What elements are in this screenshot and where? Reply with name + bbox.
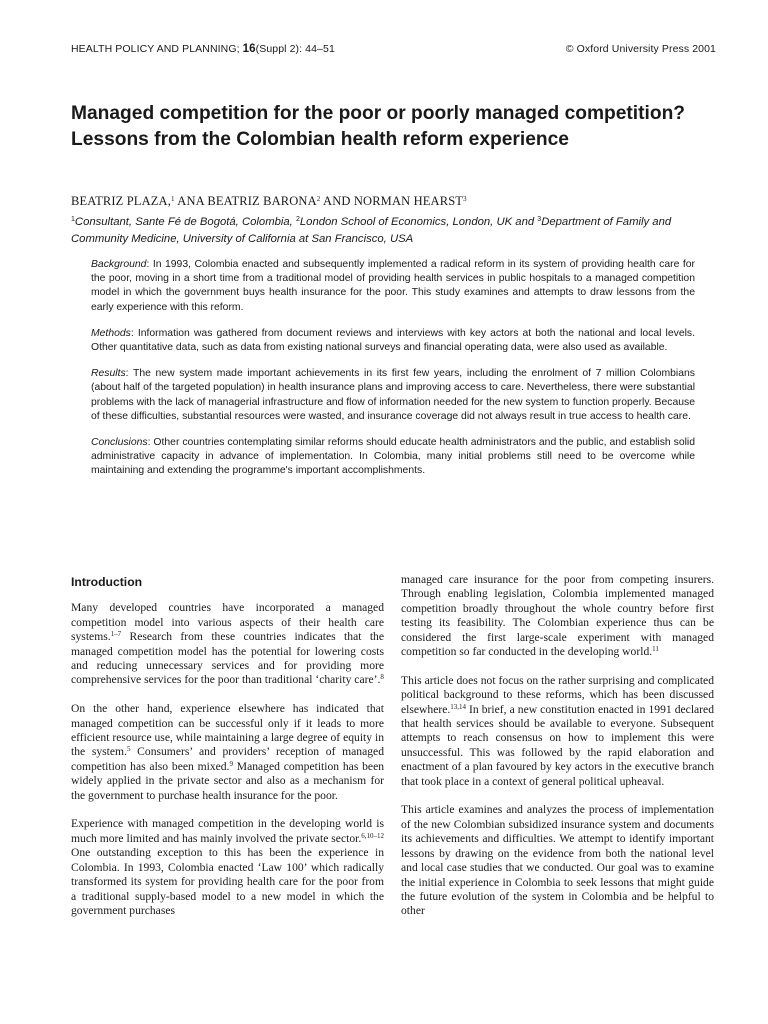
affiliation-marker: 3 — [537, 216, 542, 223]
affiliation-text: Department of Family and Community Medicine, University of California at San Francisco, USA — [71, 216, 672, 245]
author-affiliation-marker: 1 — [171, 195, 175, 203]
author-name: NORMAN HEARST — [353, 194, 464, 208]
body-paragraph — [71, 817, 384, 918]
reference-citation: 8 — [380, 673, 384, 682]
journal-volume: 16 — [242, 43, 256, 55]
reference-citation: 9 — [229, 759, 233, 768]
author-affiliation-marker: 2 — [316, 195, 321, 203]
paragraph-text: Consumers’ and providers’ reception of managed competition has also been mixed. — [71, 745, 384, 773]
journal-name: HEALTH POLICY AND PLANNING; — [71, 43, 243, 55]
paragraph-text: Managed competition has been widely applied in the private sector and also as a mechanism for the government to purchase health insurance for the poor. — [71, 759, 385, 802]
abstract — [91, 258, 695, 491]
author-name: BEATRIZ PLAZA, — [71, 194, 172, 208]
affiliation-text: Consultant, Sante Fé de Bogotá, Colombia, — [74, 216, 296, 228]
affiliations — [71, 211, 716, 248]
copyright-notice: © Oxford University Press 2001 — [565, 43, 716, 55]
abstract-methods — [91, 327, 695, 355]
journal-issue-pages: (Suppl 2): 44–51 — [255, 43, 335, 55]
abstract-section-text: : Information was gathered from document reviews and interviews with key actors at both the national and local levels. Other quantitative data, such as data from existing national surveys and financial operating data, were also used as available. — [91, 327, 695, 354]
affiliation-marker: 1 — [71, 216, 75, 223]
paragraph-text: In brief, a new constitution enacted in 1991 declared that health services should be available to everyone. Subsequent attempts to reach consensus on how to implement this were unsuccessful. This was followed by the rapid elaboration and enactment of a plan favoured by key actors in the executive branch that took place in a context of general political upheaval. — [401, 702, 714, 788]
abstract-section-text: : The new system made important achievements in its first few years, including the enrolment of 7 million Colombians (about half of the targeted population) in health insurance plans and improving access to care. Nevertheless, there were substantial problems with the lack of managerial infrastructure and flow of information needed for the new system to function properly. Because of these difficulties, substantial resources were wasted, and insurance coverage did not always result in true access to health care. — [91, 368, 695, 422]
running-header — [71, 43, 716, 55]
author-separator: AND — [320, 194, 354, 208]
article-title: Managed competition for the poor or poorly managed competition? Lessons from the Colombian health reform experience — [71, 103, 686, 150]
reference-citation: 11 — [652, 645, 659, 654]
abstract-section-label: Methods — [91, 327, 131, 339]
paragraph-text: Many developed countries have incorporated a managed competition model into various aspects of their health care systems. — [71, 601, 384, 644]
paragraph-text: Research from these countries indicates that the managed competition model has the potential for lowering costs and reducing unnecessary services and for providing more comprehensive services for the poor than traditional ‘charity care’. — [71, 630, 384, 687]
journal-citation — [71, 43, 335, 55]
abstract-section-text: : In 1993, Colombia enacted and subsequently implemented a radical reform in its system of providing health care for the poor, moving in a short time from a traditional model of providing health services in public hospitals to a managed competition model in which the government buys health insurance for the poor. This study examines and attempts to draw lessons from the early experience with this reform. — [91, 259, 695, 313]
abstract-section-text: : Other countries contemplating similar reforms should educate health administrators and the public, and establish solid administrative capacity in advance of implementation. In Colombia, many initial problems still need to be overcome while maintaining and extending the programme's important accomplishments. — [91, 437, 695, 477]
author-list — [71, 194, 711, 209]
abstract-conclusions — [91, 436, 695, 479]
right-paragraphs — [401, 573, 714, 919]
affiliation-text: London School of Economics, London, UK and — [299, 216, 538, 228]
body-paragraph — [71, 702, 384, 803]
abstract-results — [91, 367, 695, 424]
paragraph-text: On the other hand, experience elsewhere has indicated that managed competition can be successful only if it leads to more efficient resource use, while maintaining a large degree of equity in the system. — [71, 702, 384, 759]
body-column-right — [401, 573, 714, 933]
body-paragraph — [401, 803, 714, 918]
reference-citation: 5 — [126, 745, 131, 754]
author-affiliation-marker: 3 — [463, 195, 467, 203]
section-heading: Introduction — [71, 575, 143, 589]
reference-citation: 13,14 — [450, 702, 466, 711]
reference-citation: 6,10–12 — [361, 831, 384, 840]
body-paragraph — [401, 674, 714, 789]
body-paragraph — [401, 573, 714, 659]
paragraph-text: managed care insurance for the poor from competing insurers. Through enabling legislation, Colombia implemented managed competition broadly throughout the whole country before first testing its feasibility. The Colombian experience thus can be considered the first large-scale experiment with managed competition so far conducted in the developing world. — [401, 573, 714, 659]
reference-citation: 1–7 — [110, 630, 122, 639]
body-column-left — [71, 572, 384, 933]
paragraph-text: Experience with managed competition in the developing world is much more limited and has mainly involved the private sector. — [71, 817, 384, 845]
paragraph-text: This article does not focus on the rather surprising and complicated political background to these reforms, which has been discussed elsewhere. — [401, 673, 714, 716]
paragraph-text: This article examines and analyzes the process of implementation of the new Colombian subsidized insurance system and documents its achievements and difficulties. We attempt to identify important lessons by drawing on the evidence from both the national level and local case studies that we conducted. Our goal was to examine the initial experience in Colombia to seek lessons that might guide the future evolution of the system in Colombia and be helpful to other — [401, 803, 714, 918]
paragraph-text: One outstanding exception to this has been the experience in Colombia. In 1993, Colombia enacted ‘Law 100’ which radically transformed its system for providing health care for the poor from a traditional supply-based model to a new model in which the government purchases — [71, 846, 384, 917]
abstract-section-label: Conclusions — [91, 437, 148, 449]
affiliation-marker: 2 — [295, 216, 300, 223]
left-paragraphs — [71, 601, 384, 918]
body-paragraph — [71, 601, 384, 687]
author-name: ANA BEATRIZ BARONA — [177, 194, 317, 208]
abstract-section-label: Results — [91, 368, 126, 380]
abstract-section-label: Background — [91, 259, 147, 270]
abstract-background — [91, 258, 695, 315]
